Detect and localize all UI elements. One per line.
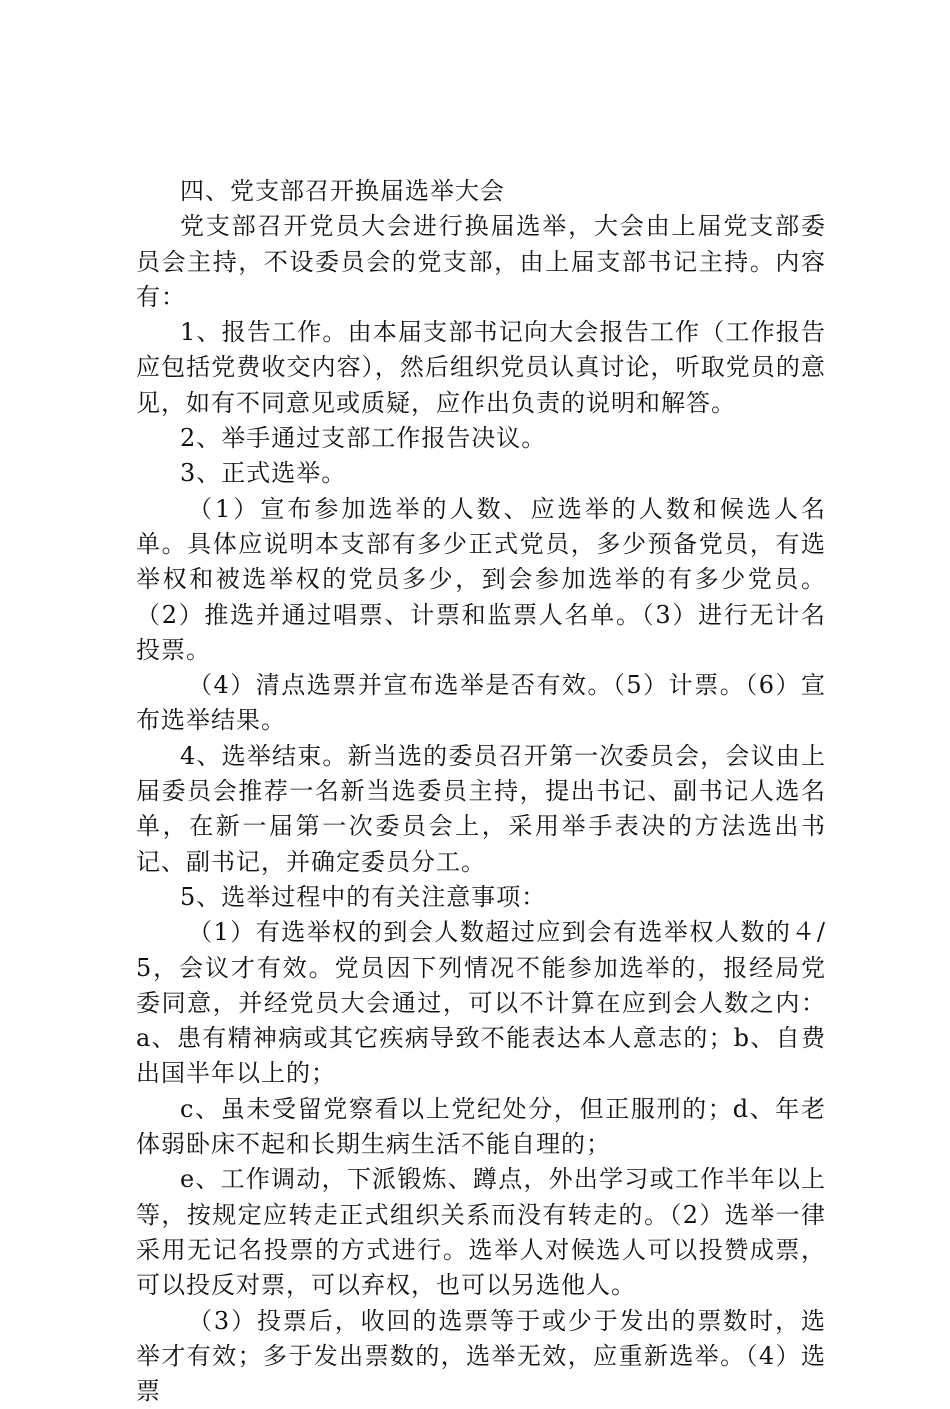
paragraph-announce-numbers: （1）宣布参加选举的人数、应选举的人数和候选人名单。具体应说明本支部有多少正式党员，多少预备党员，有选举权和被选举权的党员多少，到会参加选举的有多少党员。（2）推选并通过唱票、计票和监票人名单。（3）进行无计名投票。	[136, 492, 826, 668]
paragraph-notes-heading: 5、选举过程中的有关注意事项：	[136, 880, 826, 915]
paragraph-resolution: 2、举手通过支部工作报告决议。	[136, 421, 826, 456]
paragraph-note-e: e、工作调动，下派锻炼、蹲点，外出学习或工作半年以上等，按规定应转走正式组织关系而没有转走的。（2）选举一律采用无记名投票的方式进行。选举人对候选人可以投赞成票，可以投反对票，可以弃权，也可以另选他人。	[136, 1162, 826, 1303]
paragraph-formal-election: 3、正式选举。	[136, 456, 826, 491]
intro-paragraph: 党支部召开党员大会进行换届选举，大会由上届党支部委员会主持，不设委员会的党支部，由上届支部书记主持。内容有：	[136, 209, 826, 315]
paragraph-count-ballots: （4）清点选票并宣布选举是否有效。（5）计票。（6）宣布选举结果。	[136, 668, 826, 739]
paragraph-election-end: 4、选举结束。新当选的委员召开第一次委员会，会议由上届委员会推荐一名新当选委员主持，提出书记、副书记人选名单，在新一届第一次委员会上，采用举手表决的方法选出书记、副书记，并确定委员分工。	[136, 739, 826, 880]
paragraph-note-ballots: （3）投票后，收回的选票等于或少于发出的票数时，选举才有效；多于发出票数的，选举无效，应重新选举。（4）选票	[136, 1304, 826, 1409]
paragraph-report-work: 1、报告工作。由本届支部书记向大会报告工作（工作报告应包括党费收交内容），然后组织党员认真讨论，听取党员的意见，如有不同意见或质疑，应作出负责的说明和解答。	[136, 315, 826, 421]
document-body	[136, 174, 826, 1409]
section-heading: 四、党支部召开换届选举大会	[136, 174, 826, 209]
paragraph-note-c-d: c、虽未受留党察看以上党纪处分，但正服刑的；d、年老体弱卧床不起和长期生病生活不能自理的；	[136, 1092, 826, 1163]
paragraph-note-quorum: （1）有选举权的到会人数超过应到会有选举权人数的４/5，会议才有效。党员因下列情况不能参加选举的，报经局党委同意，并经党员大会通过，可以不计算在应到会人数之内：a、患有精神病或其它疾病导致不能表达本人意志的；b、自费出国半年以上的；	[136, 915, 826, 1091]
